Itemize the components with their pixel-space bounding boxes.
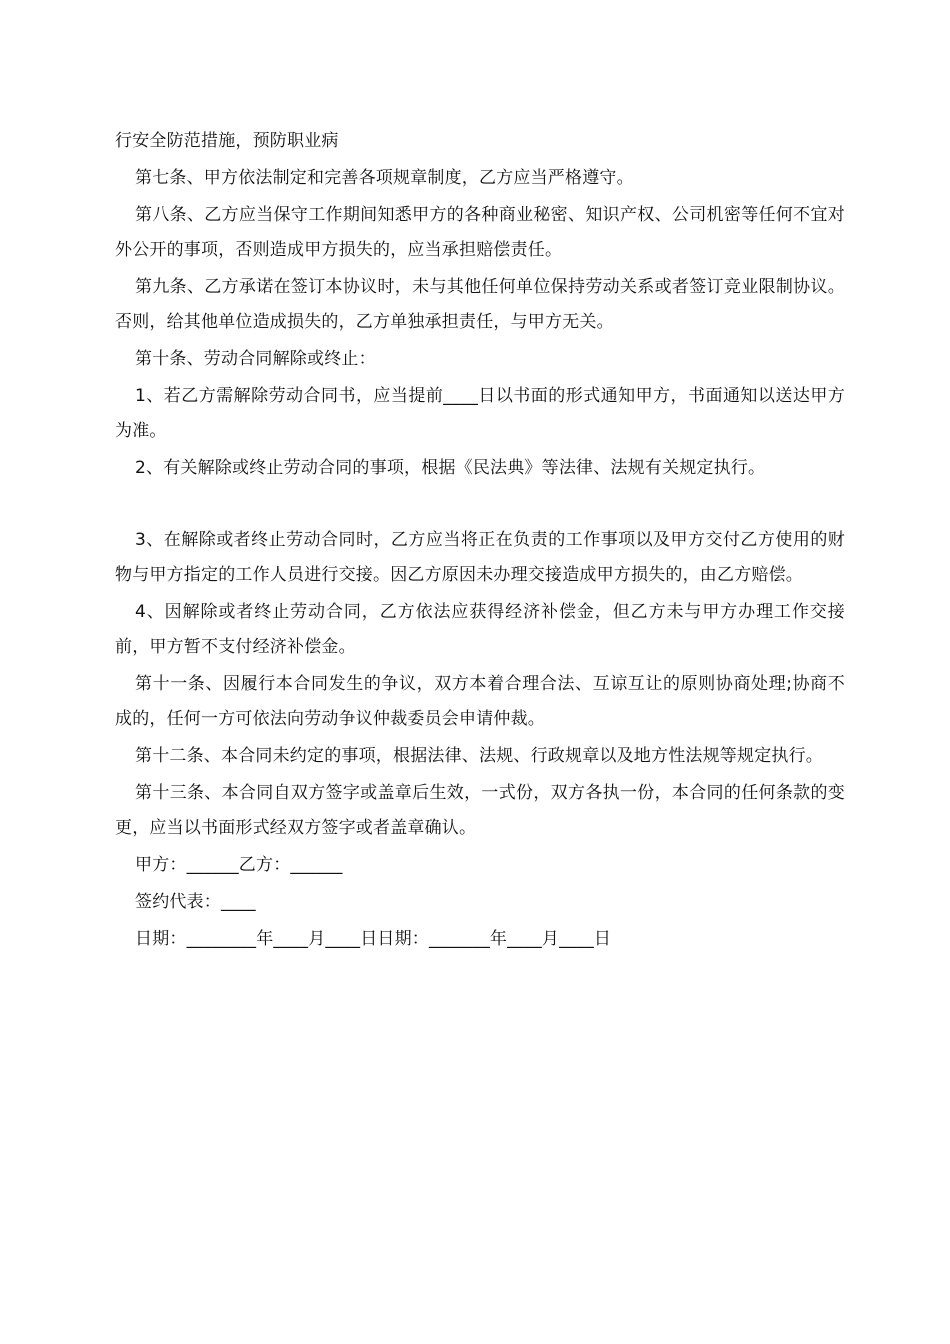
article-10-heading: 第十条、劳动合同解除或终止： [135,349,376,369]
article-9: 第九条、乙方承诺在签订本协议时，未与其他任何单位保持劳动关系或者签订竞业限制协议。否则，给其他单位造成损失的，乙方单独承担责任，与甲方无关。 [115,277,845,332]
signature-dates: 日期：________年____月____日日期：_______年____月____日 [135,929,612,949]
article-10-clause-4: 4、因解除或者终止劳动合同，乙方依法应获得经济补偿金，但乙方未与甲方办理工作交接前，甲方暂不支付经济补偿金。 [115,602,845,657]
article-10-clause-1: 1、若乙方需解除劳动合同书，应当提前____日以书面的形式通知甲方，书面通知以送达甲方为准。 [115,386,845,441]
signature-parties: 甲方：______乙方：______ [135,855,343,875]
article-10-clause-2: 2、有关解除或终止劳动合同的事项，根据《民法典》等法律、法规有关规定执行。 [135,458,766,478]
paragraph-continuation: 行安全防范措施，预防职业病 [115,131,339,151]
article-8: 第八条、乙方应当保守工作期间知悉甲方的各种商业秘密、知识产权、公司机密等任何不宜对外公开的事项，否则造成甲方损失的，应当承担赔偿责任。 [115,205,845,260]
article-11: 第十一条、因履行本合同发生的争议，双方本着合理合法、互谅互让的原则协商处理;协商不成的，任何一方可依法向劳动争议仲裁委员会申请仲裁。 [115,674,845,729]
article-12: 第十二条、本合同未约定的事项，根据法律、法规、行政规章以及地方性法规等规定执行。 [135,746,823,766]
article-7: 第七条、甲方依法制定和完善各项规章制度，乙方应当严格遵守。 [135,168,634,188]
article-13: 第十三条、本合同自双方签字或盖章后生效，一式份，双方各执一份，本合同的任何条款的变更，应当以书面形式经双方签字或者盖章确认。 [115,783,845,838]
document-body [115,124,845,959]
article-10-clause-3: 3、在解除或者终止劳动合同时，乙方应当将正在负责的工作事项以及甲方交付乙方使用的财物与甲方指定的工作人员进行交接。因乙方原因未办理交接造成甲方损失的，由乙方赔偿。 [115,530,845,585]
signature-representative: 签约代表：____ [135,892,256,912]
